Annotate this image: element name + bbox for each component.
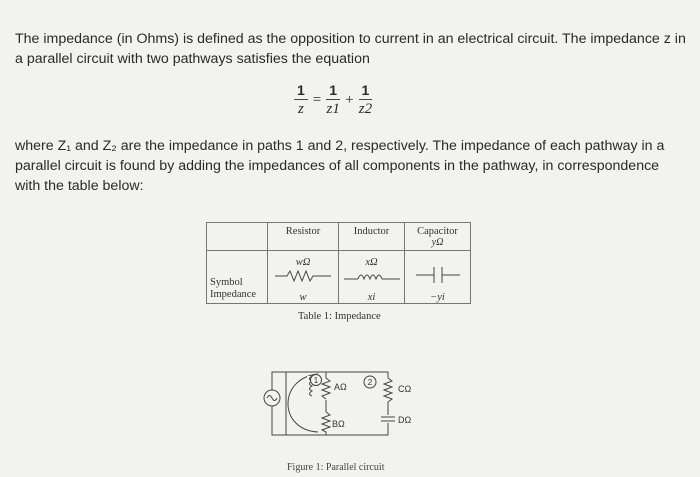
term2-fraction bbox=[359, 82, 373, 118]
inductor-unit: xΩ bbox=[365, 257, 378, 268]
capacitor-d-icon bbox=[381, 415, 395, 423]
capacitor-symbol-icon bbox=[410, 265, 466, 285]
impedance-equation bbox=[292, 82, 374, 118]
label-c: CΩ bbox=[398, 384, 412, 394]
header-resistor bbox=[268, 223, 339, 251]
term1-fraction bbox=[326, 82, 340, 118]
capacitor-cell bbox=[405, 251, 471, 304]
capacitor-impedance: −yi bbox=[430, 292, 445, 303]
lhs-numerator: 1 bbox=[294, 82, 308, 100]
plus-sign: + bbox=[345, 91, 354, 108]
resistor-b-icon bbox=[322, 412, 330, 432]
inductor-cell bbox=[339, 251, 405, 304]
impedance-table bbox=[206, 222, 471, 304]
lhs-fraction bbox=[294, 82, 308, 118]
resistor-a-icon bbox=[322, 378, 330, 400]
row-labels-cell bbox=[207, 251, 268, 304]
term2-numerator: 1 bbox=[359, 82, 373, 100]
header-capacitor bbox=[405, 223, 471, 251]
table-corner-cell bbox=[207, 223, 268, 251]
header-inductor-label: Inductor bbox=[353, 226, 390, 237]
explanation-paragraph: where Z₁ and Z₂ are the impedance in paths 1 and 2, respectively. The impedance of each pathway in a parallel circuit is found by adding the impedances of all components in the pathway, in correspondence with the table below: bbox=[15, 138, 665, 194]
term1-denominator: z1 bbox=[326, 101, 340, 117]
equals-sign: = bbox=[312, 91, 322, 108]
row-label-symbol: Symbol bbox=[210, 277, 243, 288]
resistor-impedance: w bbox=[299, 292, 307, 303]
inductor-symbol-icon bbox=[344, 270, 400, 282]
ac-source-icon bbox=[264, 372, 286, 435]
capacitor-unit: yΩ bbox=[431, 237, 444, 248]
header-resistor-label: Resistor bbox=[285, 226, 321, 237]
label-a: AΩ bbox=[334, 382, 347, 392]
node-1-label: 1 bbox=[313, 376, 319, 385]
header-capacitor-label: Capacitor bbox=[417, 226, 458, 237]
resistor-symbol-icon bbox=[275, 270, 331, 282]
node-2-label: 2 bbox=[367, 378, 373, 387]
header-inductor bbox=[339, 223, 405, 251]
term2-denominator: z2 bbox=[358, 101, 373, 117]
parallel-circuit-diagram bbox=[258, 360, 428, 460]
term1-numerator: 1 bbox=[326, 82, 340, 100]
figure-caption: Figure 1: Parallel circuit bbox=[287, 462, 385, 473]
table-caption: Table 1: Impedance bbox=[298, 311, 381, 322]
lhs-denominator: z bbox=[297, 101, 304, 117]
resistor-cell bbox=[268, 251, 339, 304]
row-label-impedance: Impedance bbox=[210, 289, 257, 300]
label-d: DΩ bbox=[398, 415, 412, 425]
label-b: BΩ bbox=[332, 419, 345, 429]
resistor-c-icon bbox=[384, 378, 392, 402]
resistor-unit: wΩ bbox=[295, 257, 311, 268]
inductor-impedance: xi bbox=[367, 292, 376, 303]
intro-paragraph: The impedance (in Ohms) is defined as the opposition to current in an electrical circuit. The impedance z in a parallel circuit with two pathways satisfies the equation bbox=[15, 31, 686, 67]
